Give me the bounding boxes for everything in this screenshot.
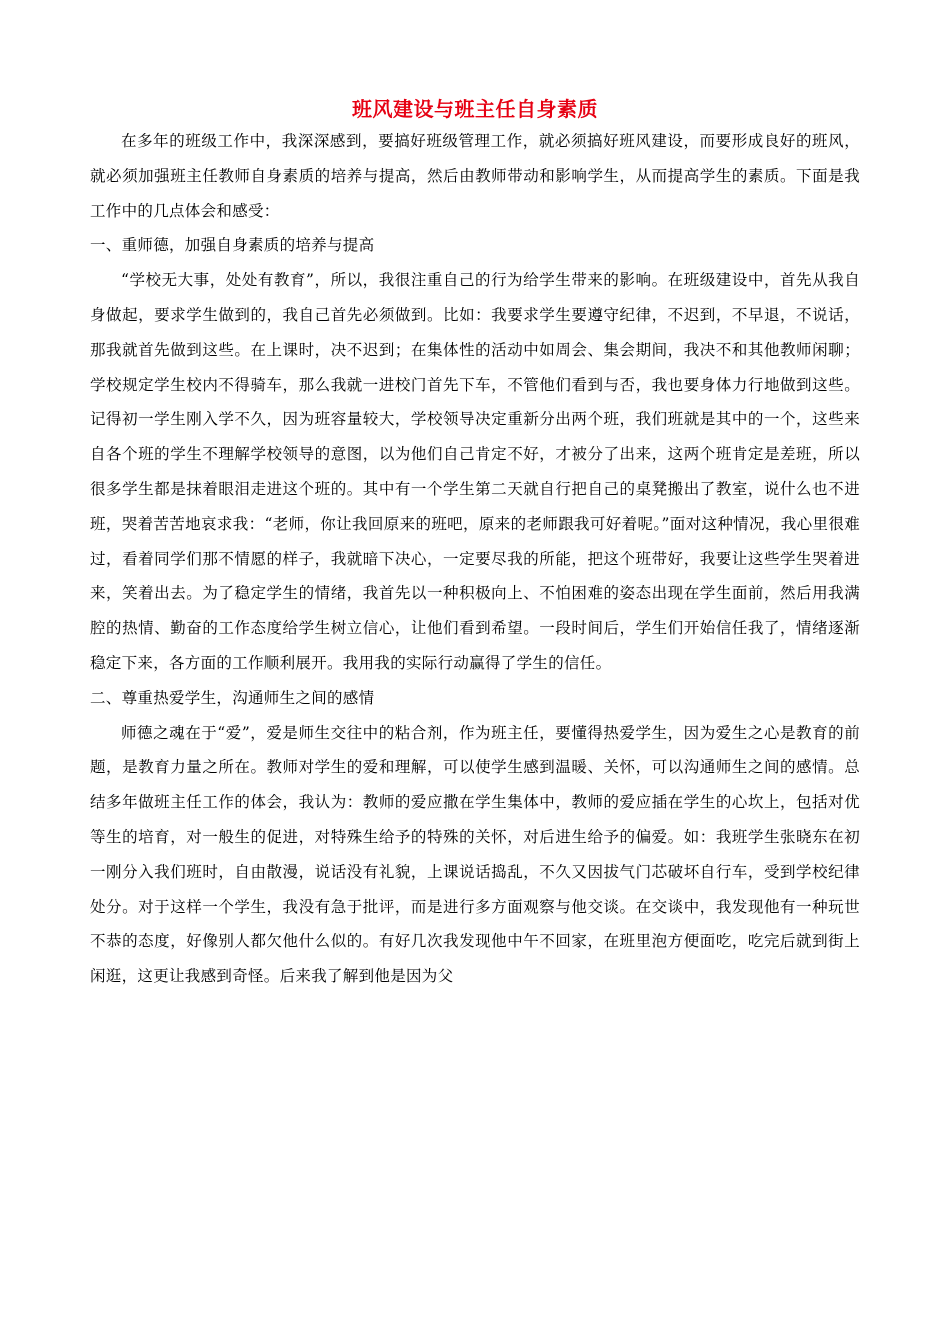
section-1-paragraph: “学校无大事，处处有教育”，所以，我很注重自己的行为给学生带来的影响。在班级建设中，首先从我自身做起，要求学生做到的，我自己首先必须做到。比如：我要求学生要遵守纪律，不迟到，不早退，不说话，那我就首先做到这些。在上课时，决不迟到；在集体性的活动中如周会、集会期间，我决不和其他教师闲聊；学校规定学生校内不得骑车，那么我就一进校门首先下车，不管他们看到与否，我也要身体力行地做到这些。记得初一学生刚入学不久，因为班容量较大，学校领导决定重新分出两个班，我们班就是其中的一个，这些来自各个班的学生不理解学校领导的意图，以为他们自己肯定不好，才被分了出来，这两个班肯定是差班，所以很多学生都是抹着眼泪走进这个班的。其中有一个学生第二天就自行把自己的桌凳搬出了教室，说什么也不进班，哭着苦苦地哀求我：“老师，你让我回原来的班吧，原来的老师跟我可好着呢。”面对这种情况，我心里很难过，看着同学们那不情愿的样子，我就暗下决心，一定要尽我的所能，把这个班带好，我要让这些学生哭着进来，笑着出去。为了稳定学生的情绪，我首先以一种积极向上、不怕困难的姿态出现在学生面前，然后用我满腔的热情、勤奋的工作态度给学生树立信心，让他们看到希望。一段时间后，学生们开始信任我了，情绪逐渐稳定下来，各方面的工作顺利展开。我用我的实际行动赢得了学生的信任。	[90, 271, 860, 672]
intro-paragraph: 在多年的班级工作中，我深深感到，要搞好班级管理工作，就必须搞好班风建设，而要形成良好的班风，就必须加强班主任教师自身素质的培养与提高，然后由教师带动和影响学生，从而提高学生的素质。下面是我工作中的几点体会和感受：	[90, 132, 860, 220]
section-2-paragraph: 师德之魂在于“爱”，爱是师生交往中的粘合剂，作为班主任，要懂得热爱学生，因为爱生之心是教育的前题，是教育力量之所在。教师对学生的爱和理解，可以使学生感到温暖、关怀，可以沟通师生之间的感情。总结多年做班主任工作的体会，我认为：教师的爱应撒在学生集体中，教师的爱应插在学生的心坎上，包括对优等生的培育，对一般生的促进，对特殊生给予的特殊的关怀，对后进生给予的偏爱。如：我班学生张晓东在初一刚分入我们班时，自由散漫，说话没有礼貌，上课说话捣乱，不久又因拔气门芯破坏自行车，受到学校纪律处分。对于这样一个学生，我没有急于批评，而是进行多方面观察与他交谈。在交谈中，我发现他有一种玩世不恭的态度，好像别人都欠他什么似的。有好几次我发现他中午不回家，在班里泡方便面吃，吃完后就到街上闲逛，这更让我感到奇怪。后来我了解到他是因为父	[90, 723, 860, 986]
document-title: 班风建设与班主任自身素质	[352, 97, 598, 121]
section-2-heading: 二、尊重热爱学生，沟通师生之间的感情	[90, 688, 375, 707]
document-page	[90, 94, 860, 994]
section-1-heading: 一、重师德，加强自身素质的培养与提高	[90, 236, 375, 255]
